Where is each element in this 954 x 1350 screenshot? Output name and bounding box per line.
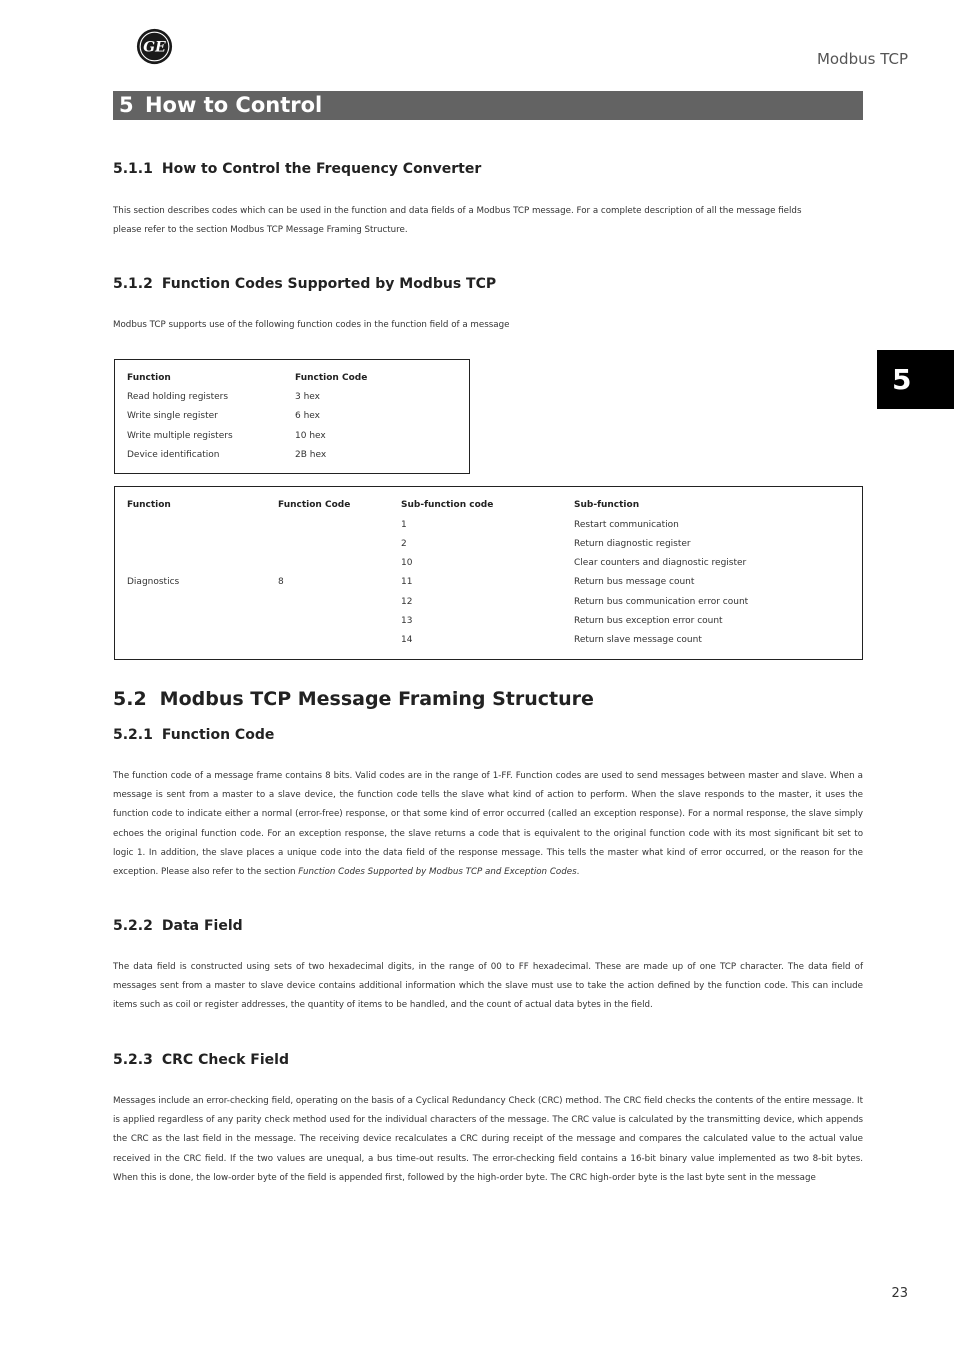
table-cell-function: Diagnostics <box>127 577 180 587</box>
section-5-1-2-heading <box>113 276 496 292</box>
chapter-number: 5 <box>119 93 134 117</box>
paragraph-line: This section describes codes which can be used in the function and data fields of a Modbus TCP message. For a complete description of all the message fields <box>113 206 802 216</box>
paragraph-line: message. It is applied regardless of any parity check method used for the individual characters of the message. The CRC value is calculated by the transmitting <box>113 1096 863 1126</box>
section-5-2-1-heading <box>113 727 274 743</box>
table-cell: Return bus exception error count <box>574 616 723 626</box>
table-header-function: Function <box>127 500 171 510</box>
section-5-2-3-paragraph <box>113 1092 863 1188</box>
section-5-2-2-paragraph <box>113 958 863 1016</box>
section-title: CRC Check Field <box>161 1052 289 1068</box>
table-cell: Return bus message count <box>574 577 695 587</box>
table-header-function-code: Function Code <box>278 500 351 510</box>
svg-text:GE: GE <box>143 39 166 56</box>
section-number: 5.1.1 <box>113 161 153 177</box>
table-cell: Restart communication <box>574 520 679 530</box>
table-cell: 13 <box>401 616 413 626</box>
section-number: 5.2.2 <box>113 918 153 934</box>
table-cell: 14 <box>401 635 413 645</box>
chapter-title: How to Control <box>144 93 323 117</box>
section-number: 5.2.3 <box>113 1052 153 1068</box>
paragraph-line: The data field is constructed using sets of two hexadecimal digits, in the range of 00 to FF hexadecimal. These are made up of one TCP character. The data field <box>113 962 851 972</box>
table-cell: Clear counters and diagnostic register <box>574 558 747 568</box>
paragraph-line: please refer to the section Modbus TCP Message Framing Structure. <box>113 225 408 236</box>
section-5-1-1-heading <box>113 161 481 177</box>
paragraph-line: can include items such as coil or register addresses, the quantity of items to be handled, and the count of actual data bytes in the field. <box>113 981 864 1011</box>
section-5-1-1-paragraph <box>113 202 863 240</box>
page-number: 23 <box>891 1286 908 1301</box>
table-header-subfunction: Sub-function <box>574 500 640 510</box>
table-cell: 6 hex <box>295 411 320 421</box>
paragraph-line: of messages sent from a master to slave device contains additional information which the slave must use to take the action defined by the function code. This <box>113 962 863 992</box>
chapter-side-tab: 5 <box>877 350 954 409</box>
chapter-heading <box>113 91 863 120</box>
table-cell: 10 <box>401 558 413 568</box>
diagnostics-subfunction-table <box>114 486 863 660</box>
paragraph-line: When a message is sent from a master to a slave device, the function code tells the slave what kind of action to perform. When the slave responds to the master, <box>113 771 863 801</box>
section-5-2-3-heading <box>113 1052 289 1068</box>
section-5-2-heading <box>113 688 594 710</box>
paragraph-line: Modbus TCP supports use of the following function codes in the function field of a message <box>113 320 510 330</box>
table-cell: 2B hex <box>295 450 327 460</box>
table-cell: Write multiple registers <box>127 431 233 441</box>
table-cell: 10 hex <box>295 431 326 441</box>
table-cell: Read holding registers <box>127 392 229 402</box>
table-header-function: Function <box>127 373 171 383</box>
table-cell: 3 hex <box>295 392 320 402</box>
section-5-2-1-paragraph <box>113 767 863 882</box>
table-cell: 1 <box>401 520 407 530</box>
table-cell: 11 <box>401 577 413 587</box>
table-cell: Return diagnostic register <box>574 539 691 549</box>
table-cell: Write single register <box>127 411 218 421</box>
section-title: Data Field <box>161 918 243 934</box>
section-title: Modbus TCP Message Framing Structure <box>159 688 594 710</box>
paragraph-line: the slave simply echoes the original function code. For an exception response, the slave returns a code that is equivalent to the original function code with its <box>113 809 863 839</box>
ge-logo <box>136 28 173 65</box>
paragraph-line: Messages include an error-checking field, operating on the basis of a Cyclical Redundancy Check (CRC) method. The CRC field checks the contents of the entire <box>113 1096 810 1106</box>
table-cell: Return slave message count <box>574 635 702 645</box>
paragraph-line: value to the actual value received in the CRC field. If the two values are unequal, a bus time-out results. The error-checking field contains a 16-bit binary value <box>113 1134 864 1164</box>
section-number: 5.2 <box>113 688 147 710</box>
section-number: 5.2.1 <box>113 727 153 743</box>
section-title: How to Control the Frequency Converter <box>161 161 482 177</box>
table-cell: Device identification <box>127 450 220 460</box>
cross-reference: Function Codes Supported by Modbus TCP and Exception Codes <box>298 867 577 878</box>
paragraph-line: most significant bit set to logic 1. In addition, the slave places a unique code into the data field of the response message. This tells the master what kind of error <box>113 828 864 858</box>
function-codes-table <box>114 359 470 474</box>
table-cell: 12 <box>401 597 413 607</box>
document-title: Modbus TCP <box>816 50 908 68</box>
table-cell: Return bus communication error count <box>574 597 749 607</box>
table-cell: 2 <box>401 539 407 549</box>
paragraph-line: the last byte sent in the message <box>669 1172 816 1183</box>
table-header-subfunction-code: Sub-function code <box>401 500 494 510</box>
section-5-2-2-heading <box>113 918 243 934</box>
table-cell-function-code: 8 <box>278 577 284 587</box>
paragraph-line: device, which appends the CRC as the last field in the message. The receiving device recalculates a CRC during receipt of the message and compares the calculated <box>113 1115 864 1145</box>
paragraph-line: The function code of a message frame contains 8 bits. Valid codes are in the range of 1-FF. Function codes are used to send messages between master and slave. <box>113 771 827 781</box>
table-header-function-code: Function Code <box>295 373 368 383</box>
section-5-1-2-intro <box>113 316 863 335</box>
section-number: 5.1.2 <box>113 276 153 292</box>
paragraph-end: . <box>576 867 580 878</box>
section-title: Function Codes Supported by Modbus TCP <box>161 276 497 292</box>
section-title: Function Code <box>161 727 275 743</box>
paragraph-line: occurred, or the reason for the exception. Please also refer to the section <box>113 847 863 878</box>
paragraph-line: implemented as two 8-bit bytes. When this is done, the low-order byte of the field is appended first, followed by the high-order byte. The CRC high-order byte is <box>113 1153 863 1183</box>
paragraph-line: it uses the function code to indicate either a normal (error-free) response, or that some kind of error occurred (called an exception response). For a normal response, <box>113 790 863 820</box>
